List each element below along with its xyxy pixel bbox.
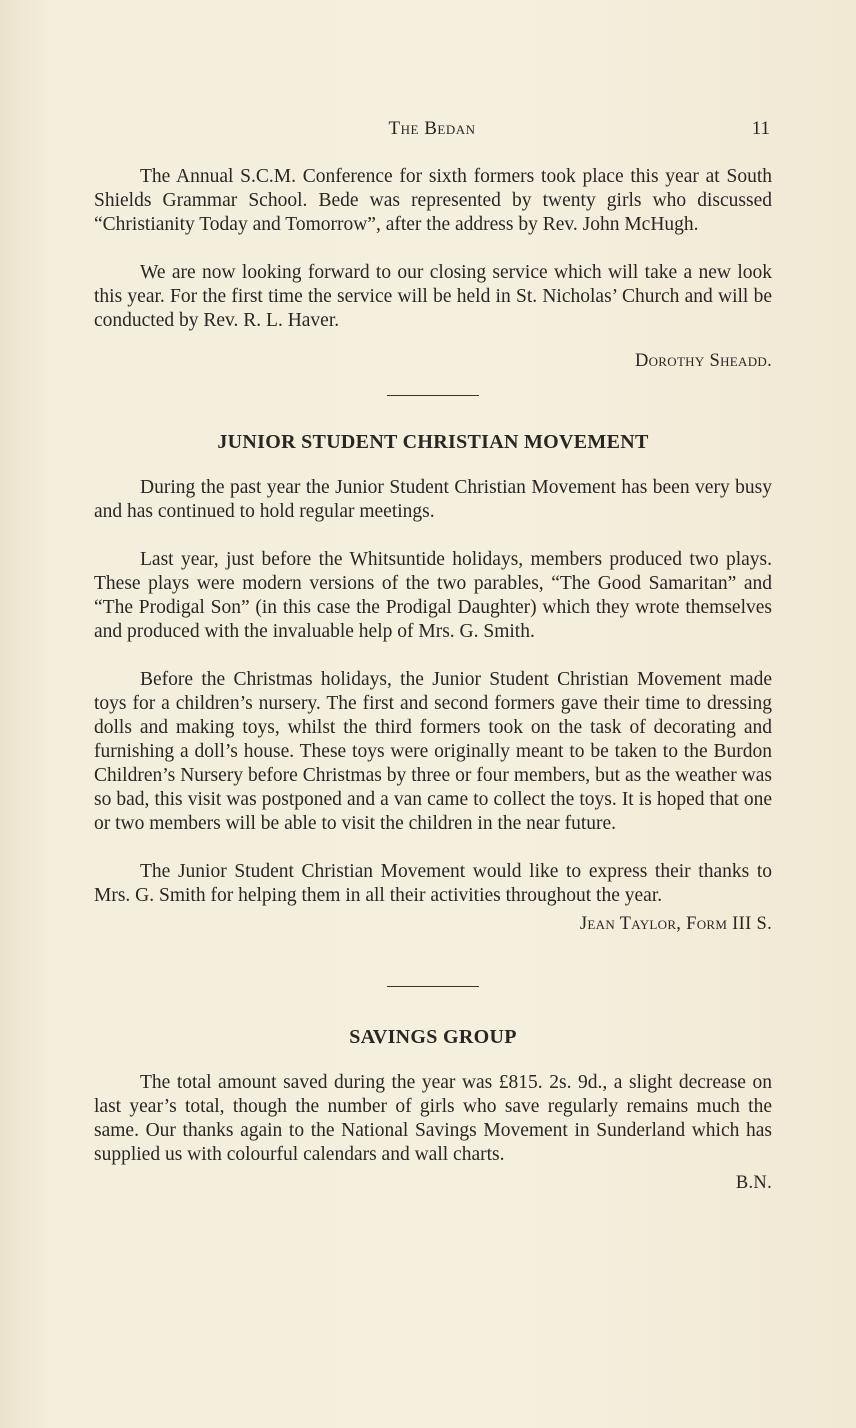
section-heading-jscm: JUNIOR STUDENT CHRISTIAN MOVEMENT [217,431,649,453]
section-divider [387,986,479,987]
section-heading-savings: SAVINGS GROUP [349,1026,517,1048]
scm-paragraph-2: We are now looking forward to our closing service which will take a new look this year. For the first time the service will be held in St. Nicholas’ Church and will be conducted by Rev. R. L. Haver. [94,262,772,331]
signature-bn: B.N. [735,1173,772,1193]
section-divider [387,395,479,396]
scm-paragraph-1: The Annual S.C.M. Conference for sixth formers took place this year at South Shields Grammar School. Bede was represented by twenty girls who discussed “Christianity Today and Tomorrow”, after the address by Rev. John McHugh. [94,166,772,235]
jscm-paragraph-2: Last year, just before the Whitsuntide holidays, members produced two plays. These plays were modern versions of the two parables, “The Good Samaritan” and “The Prodigal Son” (in this case the Prodigal Daughter) which they wrote themselves and produced with the invaluable help of Mrs. G. Smith. [94,549,772,642]
savings-paragraph-1: The total amount saved during the year was £815. 2s. 9d., a slight decrease on last year’s total, though the number of girls who save regularly remains much the same. Our thanks again to the National Savings Movement in Sunderland which has supplied us with colourful calendars and wall charts. [94,1072,772,1165]
jscm-paragraph-4: The Junior Student Christian Movement would like to express their thanks to Mrs. G. Smith for helping them in all their activities throughout the year. [94,861,772,906]
article-body [94,165,772,1195]
jscm-paragraph-3: Before the Christmas holidays, the Junior Student Christian Movement made toys for a children’s nursery. The first and second formers gave their time to dressing dolls and making toys, whilst the third formers took on the task of decorating and furnishing a doll’s house. These toys were originally meant to be taken to the Burdon Children’s Nursery before Christmas by three or four members, but as the weather was so bad, this visit was postponed and a van came to collect the toys. It is hoped that one or two members will be able to visit the children in the near future. [94,669,772,834]
page-header [94,118,770,144]
page-number: 11 [751,118,770,139]
signature-dorothy-sheadd: Dorothy Sheadd. [634,351,772,371]
jscm-paragraph-1: During the past year the Junior Student Christian Movement has been very busy and has continued to hold regular meetings. [94,477,772,522]
signature-jean-taylor: Jean Taylor, Form III S. [579,914,772,934]
running-title: The Bedan [388,118,476,139]
